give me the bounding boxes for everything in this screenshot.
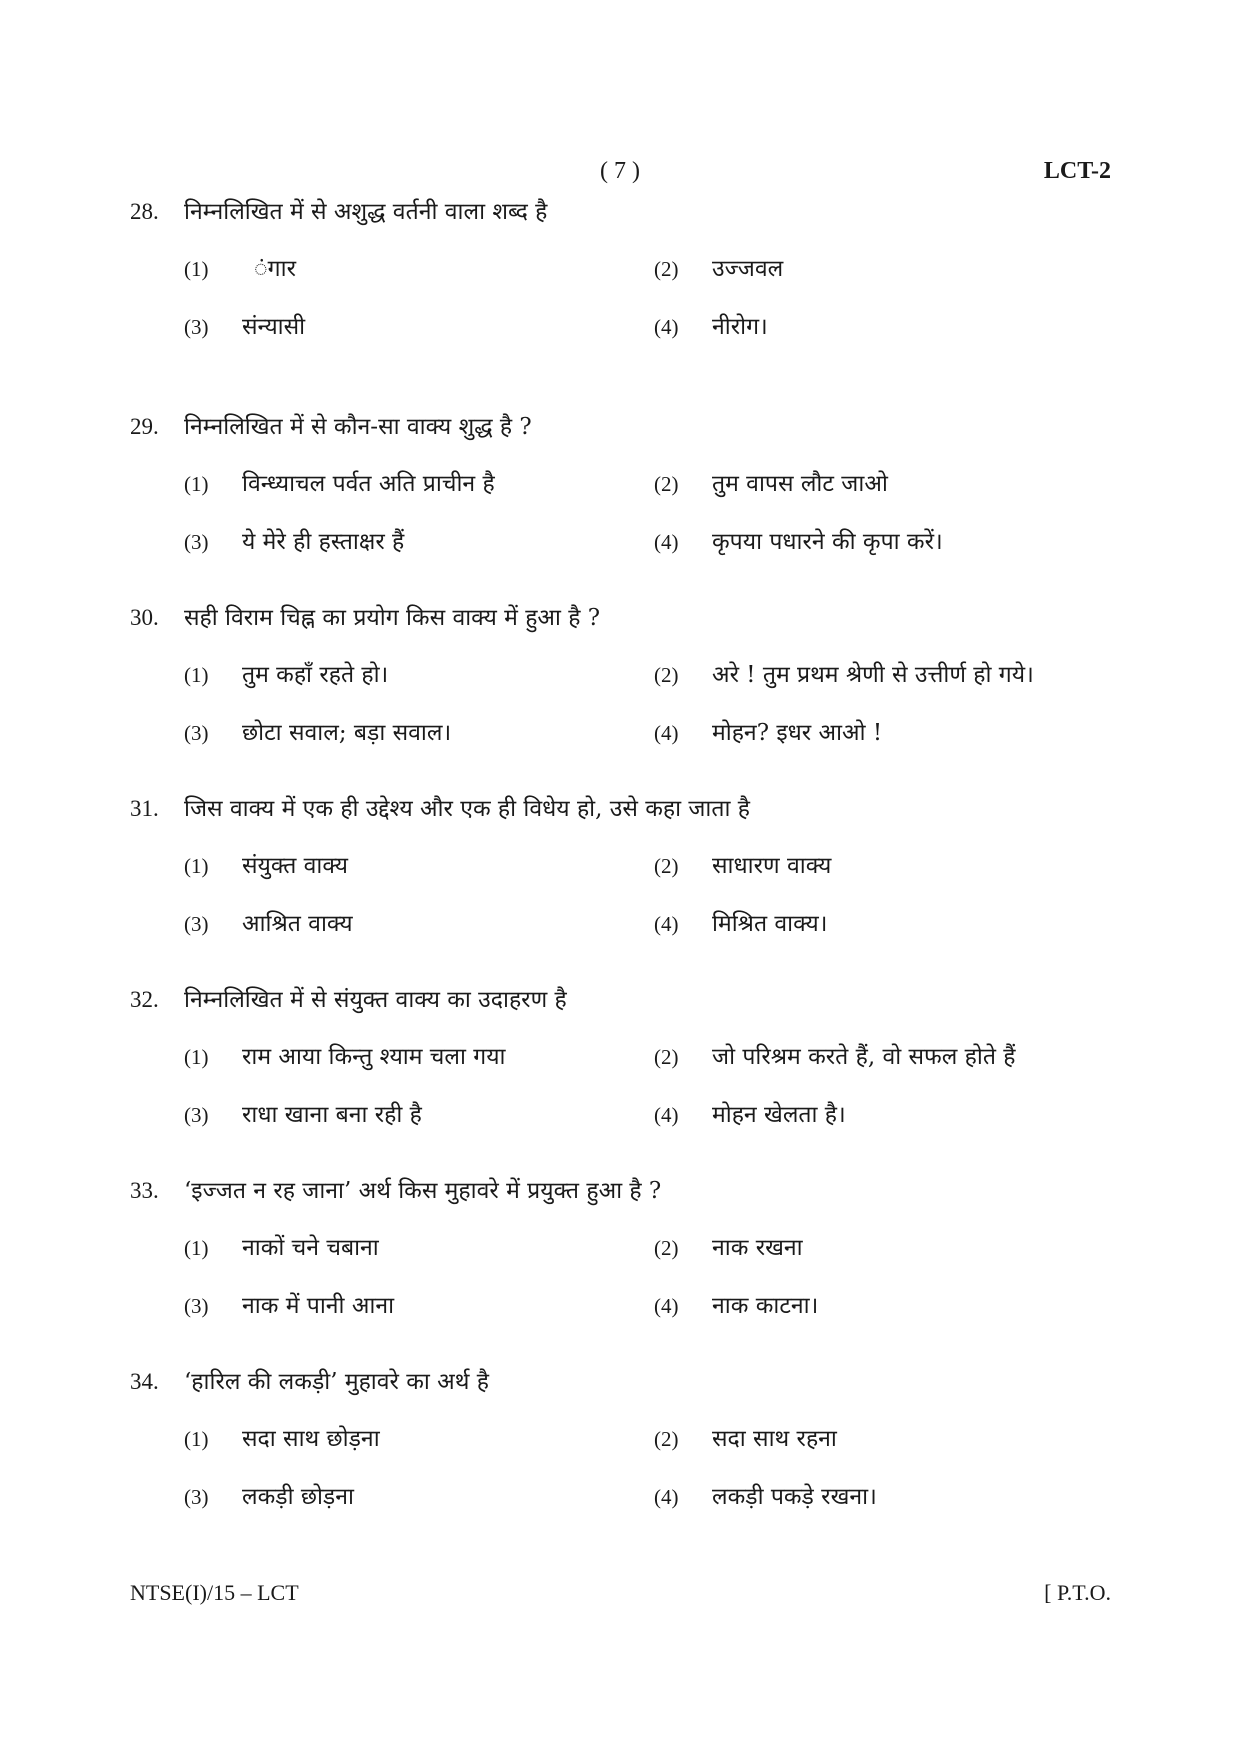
option-4 [654, 1288, 818, 1320]
footer-paper-id: NTSE(I)/15 – LCT [130, 1580, 299, 1605]
option-4 [654, 906, 827, 938]
question-text: सही विराम चिह्न का प्रयोग किस वाक्य में हुआ है ? [184, 605, 601, 631]
option-1 [184, 1421, 380, 1453]
option-text: सदा साथ छोड़ना [242, 1426, 380, 1452]
option-number: (3) [184, 1485, 209, 1509]
question-number: 28. [130, 199, 159, 224]
option-text: नाक काटना। [712, 1293, 819, 1319]
option-1 [184, 657, 388, 689]
option-text: राम आया किन्तु श्याम चला गया [242, 1044, 506, 1070]
question-text: निम्नलिखित में से कौन-सा वाक्य शुद्ध है ? [184, 414, 532, 440]
option-number: (3) [184, 1294, 209, 1318]
option-number: (2) [654, 1045, 679, 1069]
page-number: ( 7 ) [600, 158, 640, 184]
option-number: (2) [654, 1236, 679, 1260]
option-4 [654, 309, 768, 341]
option-number: (3) [184, 315, 209, 339]
question-text: जिस वाक्य में एक ही उद्देश्य और एक ही विधेय हो, उसे कहा जाता है [184, 796, 750, 822]
option-number: (2) [654, 257, 679, 281]
option-1 [184, 1039, 506, 1071]
paper-code: LCT-2 [1043, 158, 1111, 184]
option-text: ंगार [254, 256, 296, 282]
option-text: आश्रित वाक्य [242, 911, 353, 937]
option-text: जो परिश्रम करते हैं, वो सफल होते हैं [712, 1044, 1016, 1070]
option-number: (3) [184, 1103, 209, 1127]
option-number: (2) [654, 854, 679, 878]
option-number: (1) [184, 257, 209, 281]
option-number: (4) [654, 1294, 679, 1318]
option-text: छोटा सवाल; बड़ा सवाल। [242, 720, 452, 746]
option-2 [654, 1039, 1015, 1071]
option-2 [654, 466, 888, 498]
question-number: 32. [130, 987, 159, 1012]
option-number: (3) [184, 912, 209, 936]
option-4 [654, 1479, 877, 1511]
option-3 [184, 524, 404, 556]
option-number: (4) [654, 912, 679, 936]
option-text: नाक में पानी आना [242, 1293, 395, 1319]
option-number: (1) [184, 1427, 209, 1451]
option-text: संयुक्त वाक्य [242, 853, 349, 879]
option-2 [654, 1230, 803, 1262]
option-number: (1) [184, 1236, 209, 1260]
option-text: राधा खाना बना रही है [242, 1102, 422, 1128]
option-number: (4) [654, 530, 679, 554]
option-4 [654, 1097, 846, 1129]
option-3 [184, 1288, 394, 1320]
option-text: नाक रखना [712, 1235, 803, 1261]
option-text: उज्जवल [712, 256, 784, 282]
option-number: (2) [654, 663, 679, 687]
option-text: मोहन खेलता है। [712, 1102, 846, 1128]
option-text: संन्यासी [242, 314, 306, 340]
question-number: 34. [130, 1369, 159, 1394]
question-34 [130, 1364, 1120, 1519]
option-text: विन्ध्याचल पर्वत अति प्राचीन है [242, 471, 495, 497]
option-2 [654, 848, 831, 880]
option-3 [184, 715, 451, 747]
option-1 [184, 251, 296, 283]
option-number: (3) [184, 530, 209, 554]
question-30 [130, 600, 1120, 755]
option-text: तुम वापस लौट जाओ [712, 471, 888, 497]
option-number: (1) [184, 1045, 209, 1069]
option-3 [184, 1479, 354, 1511]
option-text: नाकों चने चबाना [242, 1235, 379, 1261]
option-number: (1) [184, 663, 209, 687]
option-text: लकड़ी पकड़े रखना। [712, 1484, 877, 1510]
option-3 [184, 906, 353, 938]
question-28 [130, 194, 1120, 349]
question-29 [130, 409, 1120, 564]
question-text: निम्नलिखित में से संयुक्त वाक्य का उदाहरण है [184, 987, 567, 1013]
option-number: (2) [654, 1427, 679, 1451]
option-text: लकड़ी छोड़ना [242, 1484, 354, 1510]
option-number: (1) [184, 472, 209, 496]
option-1 [184, 1230, 379, 1262]
question-number: 30. [130, 605, 159, 630]
option-number: (1) [184, 854, 209, 878]
option-2 [654, 1421, 837, 1453]
option-2 [654, 251, 783, 283]
question-33 [130, 1173, 1120, 1328]
question-number: 29. [130, 414, 159, 439]
option-text: मोहन? इधर आओ ! [712, 720, 883, 746]
option-number: (3) [184, 721, 209, 745]
option-text: नीरोग। [712, 314, 768, 340]
option-1 [184, 848, 348, 880]
option-text: सदा साथ रहना [712, 1426, 837, 1452]
option-4 [654, 715, 882, 747]
question-32 [130, 982, 1120, 1137]
footer-pto: [ P.T.O. [1044, 1580, 1111, 1605]
question-number: 33. [130, 1178, 159, 1203]
option-number: (4) [654, 1103, 679, 1127]
option-text: मिश्रित वाक्य। [712, 911, 828, 937]
option-2 [654, 657, 1034, 689]
option-text: कृपया पधारने की कृपा करें। [712, 529, 943, 555]
option-number: (4) [654, 315, 679, 339]
question-text: ‘हारिल की लकड़ी’ मुहावरे का अर्थ है [184, 1369, 489, 1395]
option-number: (4) [654, 1485, 679, 1509]
option-1 [184, 466, 495, 498]
question-31 [130, 791, 1120, 946]
option-3 [184, 1097, 422, 1129]
option-text: तुम कहाँ रहते हो। [242, 662, 389, 688]
option-text: ये मेरे ही हस्ताक्षर हैं [242, 529, 405, 555]
option-text: अरे ! तुम प्रथम श्रेणी से उत्तीर्ण हो गये। [712, 662, 1034, 688]
option-3 [184, 309, 305, 341]
option-4 [654, 524, 943, 556]
option-text: साधारण वाक्य [712, 853, 832, 879]
question-text: निम्नलिखित में से अशुद्ध वर्तनी वाला शब्द है [184, 199, 548, 225]
question-number: 31. [130, 796, 159, 821]
option-number: (2) [654, 472, 679, 496]
option-number: (4) [654, 721, 679, 745]
question-text: ‘इज्जत न रह जाना’ अर्थ किस मुहावरे में प्रयुक्त हुआ है ? [184, 1178, 662, 1204]
